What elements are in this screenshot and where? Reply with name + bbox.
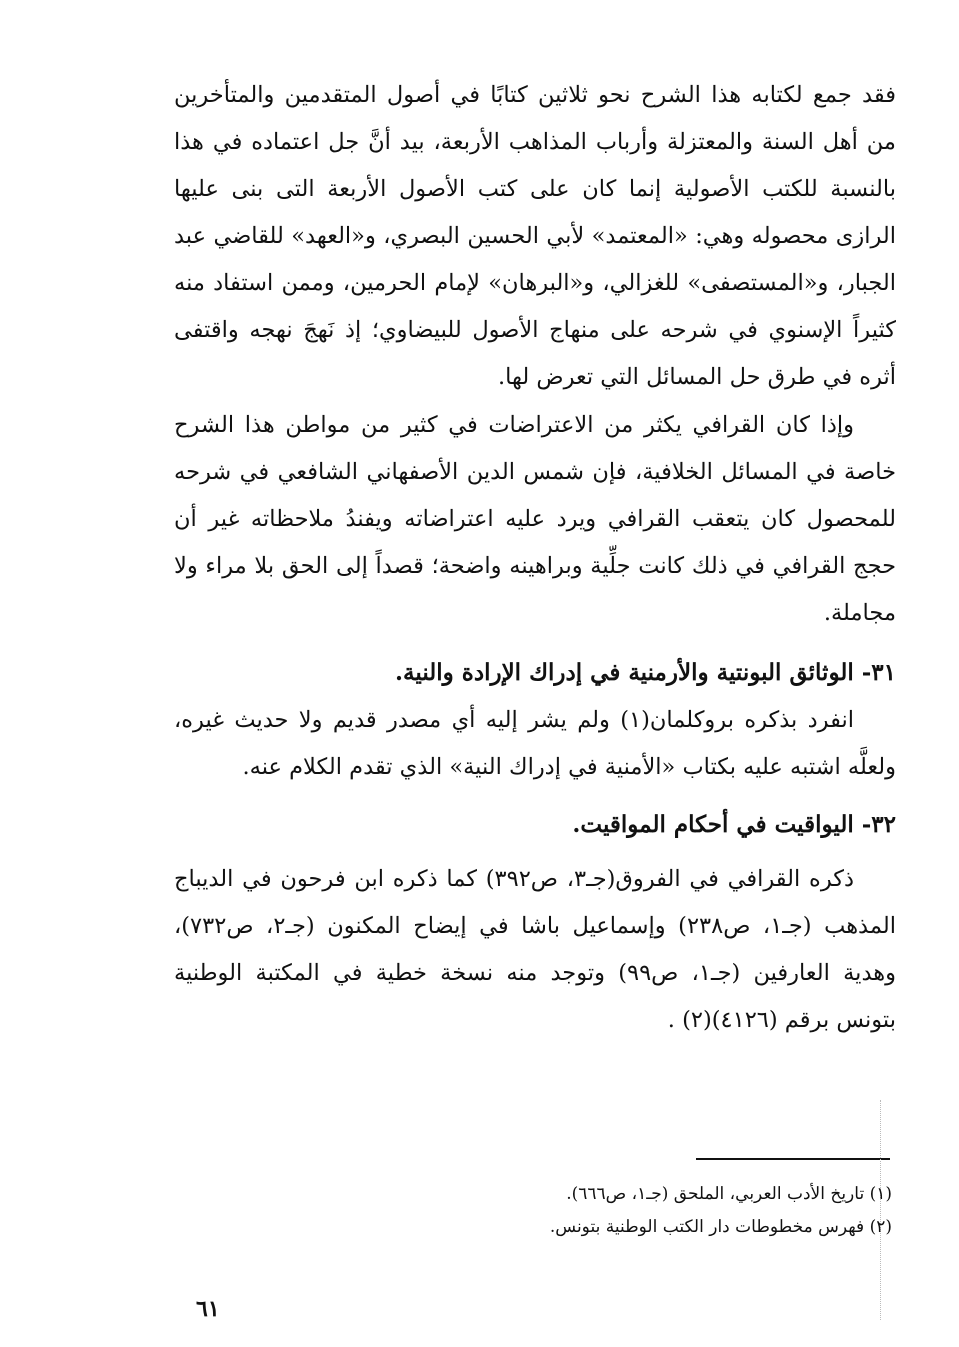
footnote-1: (١) تاريخ الأدب العربي، الملحق (جـ١، ص٦٦٦).: [566, 1184, 892, 1204]
paragraph-sources: فقد جمع لكتابه هذا الشرح نحو ثلاثين كتابًا في أصول المتقدمين والمتأخرين من أهل السنة والمعتزلة وأرباب المذاهب الأربعة، بيد أنَّ جل اعتماده في هذا بالنسبة للكتب الأصولية إنما كان على كتب الأصول الأربعة التى بنى عليها الرازى محصوله وهي: «المعتمد» لأبي الحسين البصري، و«العهد» للقاضي عبد الجبار، و«المستصفى» للغزالي، و«البرهان» لإمام الحرمين، وممن استفاد منه كثيراً الإسنوي في شرحه على منهاج الأصول للبيضاوي؛ إذ نَهجَ نهجه واقتفى أثره في طرق حل المسائل التي تعرض لها.: [174, 82, 896, 390]
paragraph-brockelmann: انفرد بذكره بروكلمان(١) ولم يشر إليه أي مصدر قديم ولا حديث غيره، ولعلَّه اشتبه عليه بكتاب «الأمنية في إدراك النية» الذي تقدم الكلام عنه.: [174, 707, 896, 780]
section-heading-32: ٣٢- اليواقيت في أحكام المواقيت.: [572, 811, 896, 838]
section-heading-31: ٣١- الوثائق البونتية والأرمنية في إدراك الإرادة والنية.: [395, 659, 896, 686]
page-number: ٦١: [196, 1296, 220, 1322]
footnote-separator: [696, 1158, 890, 1160]
footnote-2: (٢) فهرس مخطوطات دار الكتب الوطنية بتونس.: [549, 1217, 892, 1237]
paragraph-objections: وإذا كان القرافي يكثر من الاعتراضات في كثير من مواطن هذا الشرح خاصة في المسائل الخلافية، فإن شمس الدين الأصفهاني الشافعي في شرحه للمحصول كان يتعقب القرافي ويرد عليه اعتراضاته ويفندُ ملاحظاته غير أن حجج القرافي في ذلك كانت جلِّية وبراهينه واضحة؛ قصداً إلى الحق بلا مراء ولا مجاملة.: [174, 412, 896, 626]
paragraph-yawaqit: ذكره القرافي في الفروق(جـ٣، ص٣٩٢) كما ذكره ابن فرحون في الديباج المذهب (جـ١، ص٢٣٨) وإسماعيل باشا في إيضاح المكنون (جـ٢، ص٧٣٢)، وهدية العارفين (جـ١، ص٩٩) وتوجد منه نسخة خطية في المكتبة الوطنية بتونس برقم (٤١٢٦)(٢) .: [174, 866, 896, 1033]
footnotes-list: [300, 1178, 892, 1244]
